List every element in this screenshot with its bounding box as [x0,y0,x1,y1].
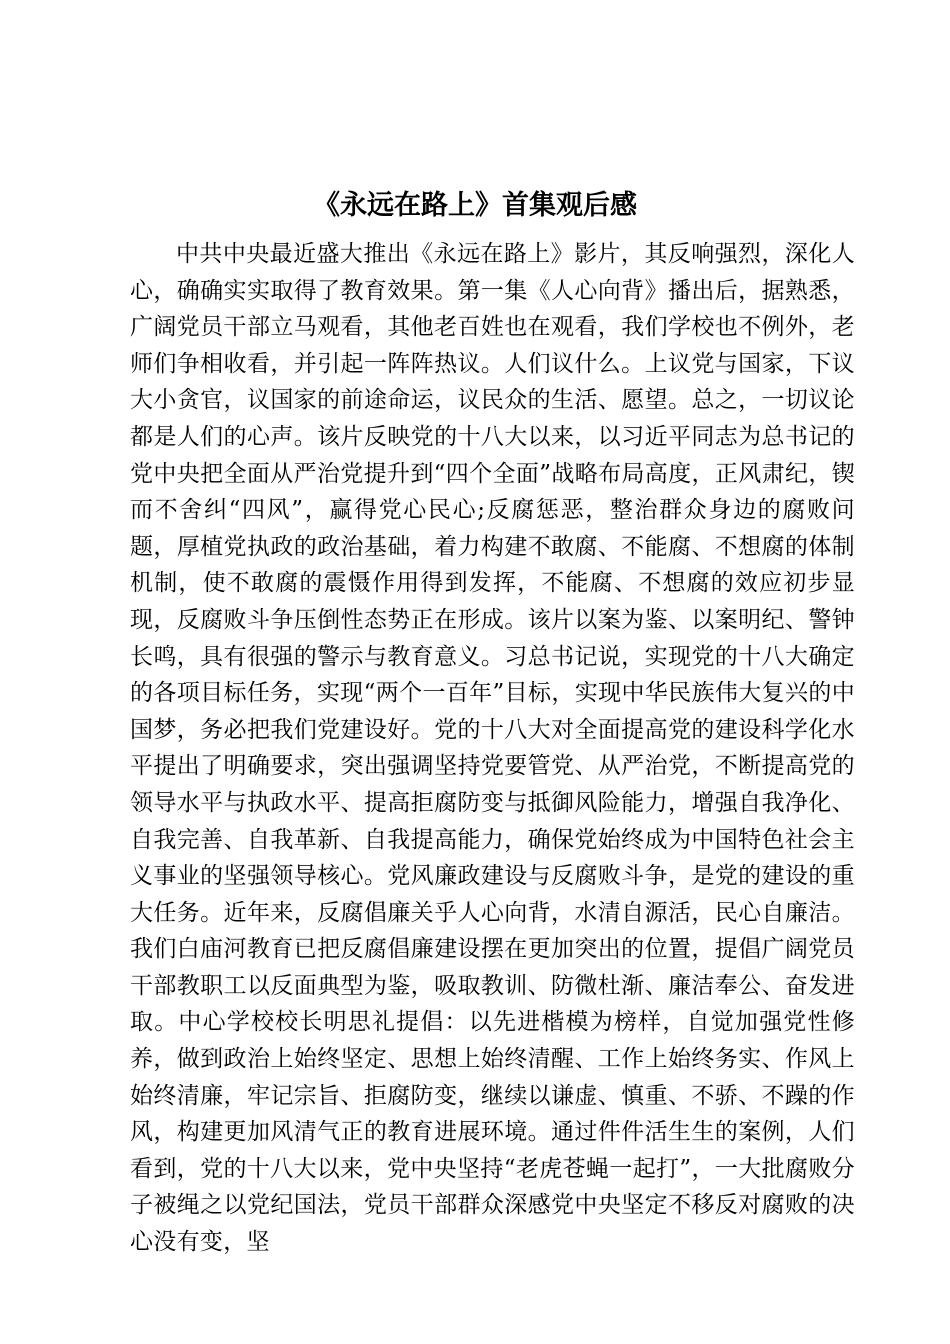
document-title: 《永远在路上》首集观后感 [313,190,637,221]
body-paragraph: 中共中央最近盛大推出《永远在路上》影片，其反响强烈，深化人心，确确实实取得了教育效果。第一集《人心向背》播出后，据熟悉，广阔党员干部立马观看，其他老百姓也在观看，我们学校也不例外，老师们争相收看，并引起一阵阵热议。人们议什么。上议党与国家，下议大小贪官，议国家的前途命运，议民众的生活、愿望。总之，一切议论都是人们的心声。该片反映党的十八大以来，以习近平同志为总书记的党中央把全面从严治党提升到“四个全面”战略布局高度，正风肃纪，锲而不舍纠“四风”，赢得党心民心;反腐惩恶，整治群众身边的腐败问题，厚植党执政的政治基础，着力构建不敢腐、不能腐、不想腐的体制机制，使不敢腐的震慑作用得到发挥，不能腐、不想腐的效应初步显现，反腐败斗争压倒性态势正在形成。该片以案为鉴、以案明纪、警钟长鸣，具有很强的警示与教育意义。习总书记说，实现党的十八大确定的各项目标任务，实现“两个一百年”目标，实现中华民族伟大复兴的中国梦，务必把我们党建设好。党的十八大对全面提高党的建设科学化水平提出了明确要求，突出强调坚持党要管党、从严治党，不断提高党的领导水平与执政水平、提高拒腐防变与抵御风险能力，增强自我净化、自我完善、自我革新、自我提高能力，确保党始终成为中国特色社会主义事业的坚强领导核心。党风廉政建设与反腐败斗争，是党的建设的重大任务。近年来，反腐倡廉关乎人心向背，水清自源活，民心自廉洁。我们白庙河教育已把反腐倡廉建设摆在更加突出的位置，提倡广阔党员干部教职工以反面典型为鉴，吸取教训、防微杜渐、廉洁奉公、奋发进取。中心学校校长明思礼提倡：以先进楷模为榜样，自觉加强党性修养，做到政治上始终坚定、思想上始终清醒、工作上始终务实、作风上始终清廉，牢记宗旨、拒腐防变，继续以谦虚、慎重、不骄、不躁的作风，构建更加风清气正的教育进展环境。通过件件活生生的案例，人们看到，党的十八大以来，党中央坚持“老虎苍蝇一起打”，一大批腐败分子被绳之以党纪国法，党员干部群众深感党中央坚定不移反对腐败的决心没有变，坚 [130,241,855,1256]
